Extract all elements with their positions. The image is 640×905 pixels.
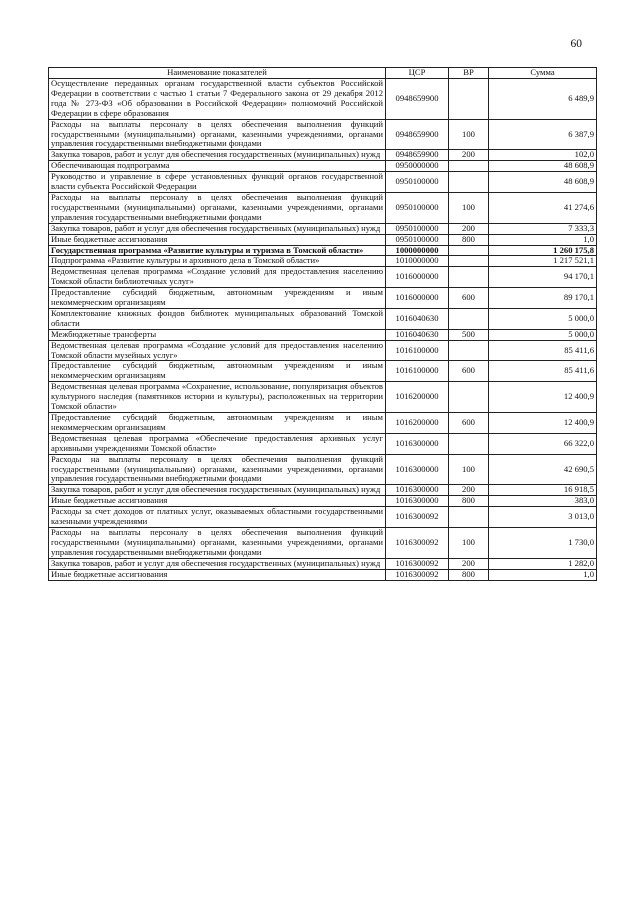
header-name: Наименование показателей xyxy=(49,68,386,79)
cell-vr: 200 xyxy=(449,485,489,496)
cell-sum: 1 217 521,1 xyxy=(489,256,597,267)
header-vr: ВР xyxy=(449,68,489,79)
cell-csr: 0950000000 xyxy=(386,161,449,172)
cell-name: Иные бюджетные ассигнования xyxy=(49,234,386,245)
cell-name: Закупка товаров, работ и услуг для обеспечения государственных (муниципальных) нужд xyxy=(49,558,386,569)
cell-name: Закупка товаров, работ и услуг для обеспечения государственных (муниципальных) нужд xyxy=(49,485,386,496)
table-row xyxy=(49,256,597,267)
cell-sum: 1 282,0 xyxy=(489,558,597,569)
cell-name: Иные бюджетные ассигнования xyxy=(49,569,386,580)
cell-vr: 100 xyxy=(449,192,489,223)
table-row xyxy=(49,382,597,413)
cell-sum: 12 400,9 xyxy=(489,382,597,413)
cell-vr xyxy=(449,245,489,256)
cell-csr: 1016300092 xyxy=(386,569,449,580)
cell-vr: 600 xyxy=(449,288,489,309)
cell-name: Предоставление субсидий бюджетным, автономным учреждениям и иным некоммерческим организациям xyxy=(49,413,386,434)
cell-name: Расходы на выплаты персоналу в целях обеспечения выполнения функций государственными (муниципальными) органами, казенными учреждениями, органами управления государственными внебюджетными фондами xyxy=(49,192,386,223)
cell-sum: 89 170,1 xyxy=(489,288,597,309)
cell-vr: 800 xyxy=(449,496,489,507)
cell-csr: 0948659900 xyxy=(386,150,449,161)
cell-sum: 3 013,0 xyxy=(489,507,597,528)
table-row xyxy=(49,496,597,507)
table-row xyxy=(49,150,597,161)
cell-sum: 42 690,5 xyxy=(489,454,597,485)
cell-name: Закупка товаров, работ и услуг для обеспечения государственных (муниципальных) нужд xyxy=(49,223,386,234)
cell-sum: 7 333,3 xyxy=(489,223,597,234)
table-row xyxy=(49,245,597,256)
cell-vr xyxy=(449,256,489,267)
cell-sum: 1,0 xyxy=(489,569,597,580)
cell-sum: 5 000,0 xyxy=(489,329,597,340)
cell-vr xyxy=(449,308,489,329)
cell-name: Расходы на выплаты персоналу в целях обеспечения выполнения функций государственными (муниципальными) органами, казенными учреждениями, органами управления государственными внебюджетными фондами xyxy=(49,454,386,485)
cell-name: Ведомственная целевая программа «Создание условий для предоставления населению Томской области музейных услуг» xyxy=(49,340,386,361)
cell-csr: 1016200000 xyxy=(386,382,449,413)
table-row xyxy=(49,413,597,434)
cell-vr xyxy=(449,382,489,413)
cell-csr: 1016300000 xyxy=(386,454,449,485)
cell-sum: 41 274,6 xyxy=(489,192,597,223)
cell-sum: 102,0 xyxy=(489,150,597,161)
cell-csr: 1016300000 xyxy=(386,433,449,454)
cell-name: Предоставление субсидий бюджетным, автономным учреждениям и иным некоммерческим организациям xyxy=(49,288,386,309)
cell-csr: 1016300000 xyxy=(386,496,449,507)
cell-csr: 1016100000 xyxy=(386,340,449,361)
table-row xyxy=(49,308,597,329)
table-header-row xyxy=(49,68,597,79)
cell-vr: 200 xyxy=(449,223,489,234)
cell-name: Расходы на выплаты персоналу в целях обеспечения выполнения функций государственными (муниципальными) органами, казенными учреждениями, органами управления государственными внебюджетными фондами xyxy=(49,527,386,558)
cell-vr: 600 xyxy=(449,413,489,434)
table-row xyxy=(49,161,597,172)
cell-sum: 1 260 175,8 xyxy=(489,245,597,256)
table-row xyxy=(49,79,597,120)
cell-name: Межбюджетные трансферты xyxy=(49,329,386,340)
table-row xyxy=(49,558,597,569)
cell-sum: 48 608,9 xyxy=(489,161,597,172)
table-row xyxy=(49,172,597,193)
cell-csr: 1016300092 xyxy=(386,527,449,558)
cell-sum: 85 411,6 xyxy=(489,340,597,361)
cell-csr: 1016000000 xyxy=(386,267,449,288)
table-row xyxy=(49,433,597,454)
cell-sum: 85 411,6 xyxy=(489,361,597,382)
cell-csr: 1016040630 xyxy=(386,329,449,340)
cell-vr xyxy=(449,79,489,120)
cell-csr: 1000000000 xyxy=(386,245,449,256)
header-csr: ЦСР xyxy=(386,68,449,79)
cell-name: Комплектование книжных фондов библиотек муниципальных образований Томской области xyxy=(49,308,386,329)
cell-vr: 600 xyxy=(449,361,489,382)
cell-sum: 5 000,0 xyxy=(489,308,597,329)
cell-vr xyxy=(449,172,489,193)
table-row xyxy=(49,119,597,150)
cell-name: Ведомственная целевая программа «Сохранение, использование, популяризация объектов культурного наследия (памятников истории и культуры), расположенных на территории Томской области» xyxy=(49,382,386,413)
cell-name: Государственная программа «Развитие культуры и туризма в Томской области» xyxy=(49,245,386,256)
cell-vr: 800 xyxy=(449,234,489,245)
cell-vr: 100 xyxy=(449,119,489,150)
cell-csr: 1010000000 xyxy=(386,256,449,267)
cell-csr: 1016300092 xyxy=(386,507,449,528)
cell-vr: 100 xyxy=(449,527,489,558)
table-row xyxy=(49,234,597,245)
table-row xyxy=(49,569,597,580)
table-row xyxy=(49,527,597,558)
cell-sum: 6 387,9 xyxy=(489,119,597,150)
cell-vr xyxy=(449,507,489,528)
table-row xyxy=(49,361,597,382)
cell-name: Обеспечивающая подпрограмма xyxy=(49,161,386,172)
table-row xyxy=(49,454,597,485)
cell-sum: 6 489,9 xyxy=(489,79,597,120)
budget-table xyxy=(48,67,597,581)
table-row xyxy=(49,485,597,496)
cell-name: Ведомственная целевая программа «Создание условий для предоставления населению Томской области библиотечных услуг» xyxy=(49,267,386,288)
cell-csr: 0950100000 xyxy=(386,172,449,193)
table-body xyxy=(49,79,597,581)
cell-csr: 1016100000 xyxy=(386,361,449,382)
cell-sum: 12 400,9 xyxy=(489,413,597,434)
cell-sum: 1 730,0 xyxy=(489,527,597,558)
cell-csr: 0950100000 xyxy=(386,234,449,245)
cell-csr: 0948659900 xyxy=(386,119,449,150)
cell-vr xyxy=(449,161,489,172)
cell-name: Руководство и управление в сфере установленных функций органов государственной власти субъекта Российской Федерации xyxy=(49,172,386,193)
cell-vr xyxy=(449,267,489,288)
cell-sum: 16 918,5 xyxy=(489,485,597,496)
cell-name: Иные бюджетные ассигнования xyxy=(49,496,386,507)
table-row xyxy=(49,192,597,223)
cell-csr: 0950100000 xyxy=(386,223,449,234)
cell-sum: 94 170,1 xyxy=(489,267,597,288)
cell-vr xyxy=(449,433,489,454)
cell-sum: 48 608,9 xyxy=(489,172,597,193)
cell-csr: 1016300000 xyxy=(386,485,449,496)
cell-vr: 200 xyxy=(449,558,489,569)
header-sum: Сумма xyxy=(489,68,597,79)
cell-name: Расходы на выплаты персоналу в целях обеспечения выполнения функций государственными (муниципальными) органами, казенными учреждениями, органами управления государственными внебюджетными фондами xyxy=(49,119,386,150)
cell-sum: 66 322,0 xyxy=(489,433,597,454)
cell-sum: 1,0 xyxy=(489,234,597,245)
cell-name: Предоставление субсидий бюджетным, автономным учреждениям и иным некоммерческим организациям xyxy=(49,361,386,382)
cell-vr: 100 xyxy=(449,454,489,485)
cell-sum: 383,0 xyxy=(489,496,597,507)
cell-name: Подпрограмма «Развитие культуры и архивного дела в Томской области» xyxy=(49,256,386,267)
table-row xyxy=(49,507,597,528)
table-row xyxy=(49,223,597,234)
table-row xyxy=(49,288,597,309)
cell-name: Ведомственная целевая программа «Обеспечение предоставления архивных услуг архивными учреждениями Томской области» xyxy=(49,433,386,454)
cell-vr: 800 xyxy=(449,569,489,580)
page-number: 60 xyxy=(570,38,582,50)
table-row xyxy=(49,329,597,340)
cell-name: Закупка товаров, работ и услуг для обеспечения государственных (муниципальных) нужд xyxy=(49,150,386,161)
cell-csr: 1016040630 xyxy=(386,308,449,329)
cell-csr: 0948659900 xyxy=(386,79,449,120)
cell-csr: 1016000000 xyxy=(386,288,449,309)
table-row xyxy=(49,267,597,288)
cell-name: Расходы за счет доходов от платных услуг, оказываемых областными государственными казенными учреждениями xyxy=(49,507,386,528)
cell-vr: 500 xyxy=(449,329,489,340)
cell-csr: 1016200000 xyxy=(386,413,449,434)
cell-csr: 0950100000 xyxy=(386,192,449,223)
table-row xyxy=(49,340,597,361)
cell-csr: 1016300092 xyxy=(386,558,449,569)
cell-vr xyxy=(449,340,489,361)
cell-name: Осуществление переданных органам государственной власти субъектов Российской Федерации в соответствии с частью 1 статьи 7 Федерального закона от 29 декабря 2012 года № 273-ФЗ «Об образовании в Российской Федерации» полномочий Российской Федерации в сфере образования xyxy=(49,79,386,120)
cell-vr: 200 xyxy=(449,150,489,161)
